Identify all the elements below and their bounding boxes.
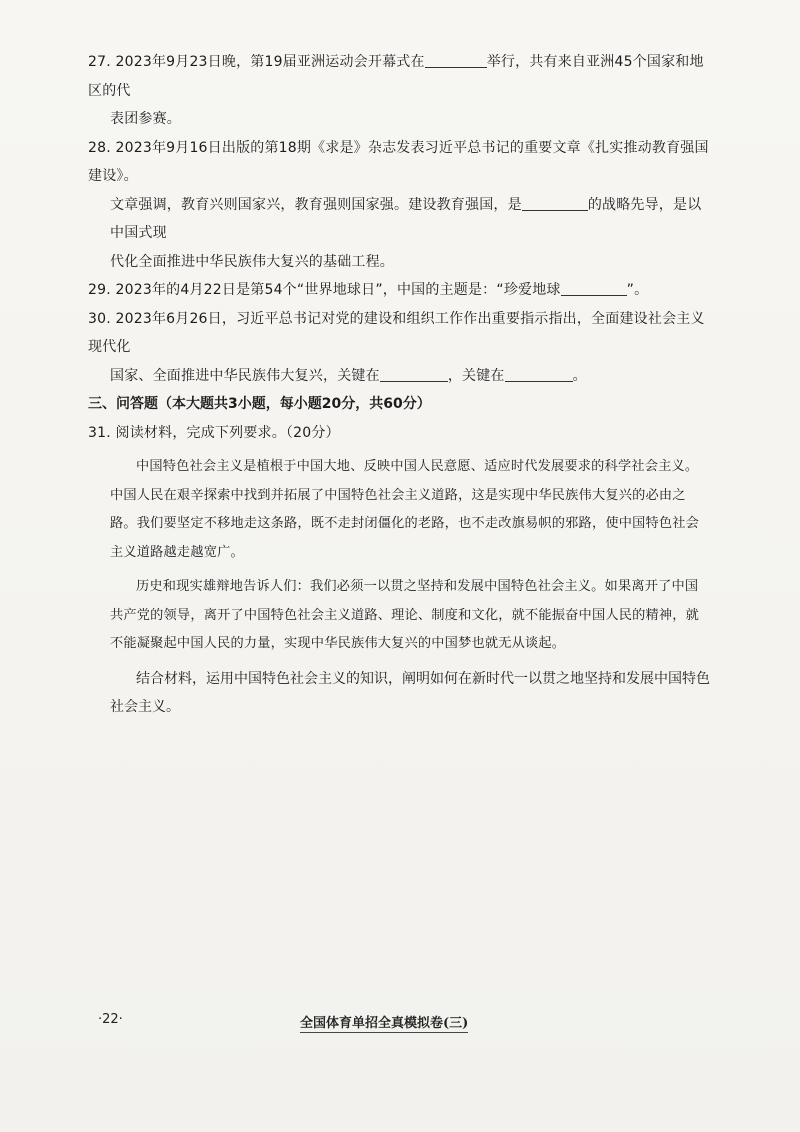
q29-blank [561, 281, 627, 296]
footer-title: 全国体育单招全真模拟卷(三) [300, 1012, 468, 1033]
q30-text-3: 。 [572, 367, 587, 384]
q28-line-1: 28. 2023年9月16日出版的第18期《求是》杂志发表习近平总书记的重要文章《扎实推动教育强国建设》。 [88, 139, 709, 184]
q31-material [88, 453, 710, 659]
question-30 [88, 305, 710, 391]
question-31-prompt: 31. 阅读材料，完成下列要求。（20分） [88, 424, 340, 441]
section-3-title: 三、问答题（本大题共3小题，每小题20分，共60分） [88, 396, 431, 412]
q30-text-1: 国家、全面推进中华民族伟大复兴，关键在 [110, 367, 380, 384]
page-number: ·22· [98, 1012, 123, 1027]
q30-blank-2 [505, 367, 573, 382]
q28-line-3: 代化全面推进中华民族伟大复兴的基础工程。 [110, 253, 394, 270]
q28-blank [522, 196, 588, 211]
q31-task: 结合材料，运用中国特色社会主义的知识，阐明如何在新时代一以贯之地坚持和发展中国特色社会主义。 [110, 670, 710, 715]
q28-text-2: 的战略先导，是以中国式现 [110, 196, 702, 241]
question-28 [88, 134, 710, 277]
q28-text-1: 文章强调，教育兴则国家兴，教育强则国家强。建设教育强国，是 [110, 196, 522, 213]
question-27 [88, 48, 710, 134]
q27-text-2: 举行，共有来自亚洲45个国家和地区的代 [88, 54, 704, 99]
question-29 [88, 276, 710, 305]
q30-text-2: ，关键在 [447, 367, 505, 384]
q31-material-paragraph-1: 中国特色社会主义是植根于中国大地、反映中国人民意愿、适应时代发展要求的科学社会主义。中国人民在艰辛探索中找到并拓展了中国特色社会主义道路，这是实现中华民族伟大复兴的必由之路。我们要坚定不移地走这条路，既不走封闭僵化的老路，也不走改旗易帜的邪路，使中国特色社会主义道路越走越宽广。 [110, 459, 700, 560]
q30-line-1: 30. 2023年6月26日，习近平总书记对党的建设和组织工作作出重要指示指出，全面建设社会主义现代化 [88, 310, 705, 355]
q27-text-3: 表团参赛。 [110, 111, 181, 127]
q31-material-paragraph-2: 历史和现实雄辩地告诉人们：我们必须一以贯之坚持和发展中国特色社会主义。如果离开了中国共产党的领导，离开了中国特色社会主义道路、理论、制度和文化，就不能振奋中国人民的精神，就不能凝聚起中国人民的力量，实现中华民族伟大复兴的中国梦也就无从谈起。 [110, 579, 700, 651]
q27-text-1: 27. 2023年9月23日晚，第19届亚洲运动会开幕式在 [88, 54, 425, 70]
q27-blank [425, 53, 487, 68]
q30-blank-1 [380, 367, 448, 382]
q28-line-2 [88, 191, 710, 248]
q30-line-2 [88, 362, 710, 391]
page-content [88, 48, 710, 722]
q29-text-2: ”。 [626, 282, 649, 298]
q29-text-1: 29. 2023年的4月22日是第54个“世界地球日”，中国的主题是：“珍爱地球 [88, 282, 561, 298]
